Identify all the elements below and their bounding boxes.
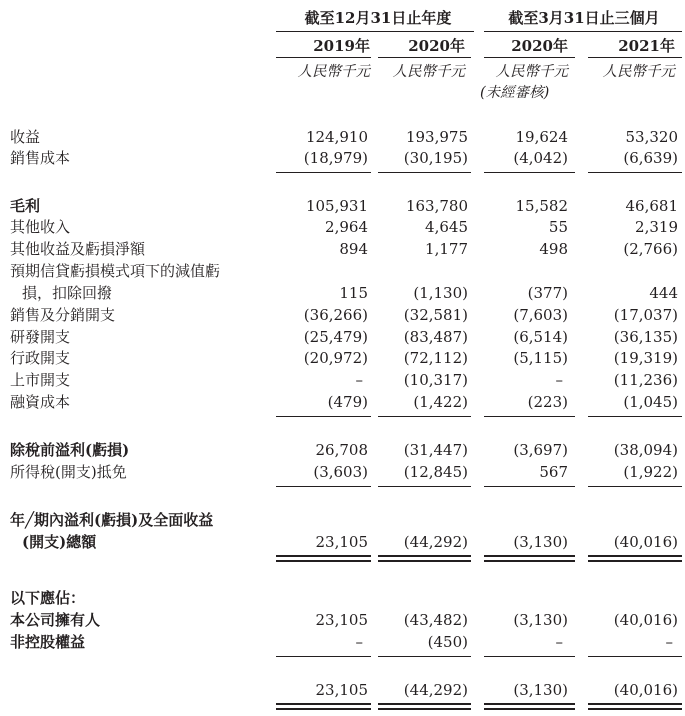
cell: (18,979) [303,149,368,167]
cell: 124,910 [305,128,368,146]
total-double-rule [378,708,471,710]
cell: 894 [339,240,368,258]
total-double-rule [276,560,371,562]
cell: (20,972) [303,349,368,367]
total-double-rule [276,703,371,705]
total-double-rule [378,555,471,557]
cell: (25,479) [303,328,368,346]
row-label: 其他收益及虧損淨額 [10,240,146,258]
total-double-rule [276,708,371,710]
cell: (377) [527,284,568,302]
cell: (40,016) [613,533,678,551]
subtotal-rule [484,172,575,173]
row-label: 非控股權益 [10,633,86,651]
total-double-rule [378,703,471,705]
cell: (1,045) [623,393,678,411]
row-label: 預期信貸虧損模式項下的減值虧 [10,262,221,280]
cell: (83,487) [403,328,468,346]
row-label-cont: 損，扣除回撥 [22,284,113,302]
header-group-quarter: 截至3月31日止三個月 [508,9,660,27]
row-label: 其他收入 [10,218,71,236]
header-unit: 人民幣千元 [602,64,675,80]
cell: 46,681 [625,197,678,215]
subtotal-rule [378,486,471,487]
subtotal-rule [378,656,471,657]
subtotal-rule [378,172,471,173]
row-label: 除稅前溢利(虧損) [10,441,130,459]
header-year-rule [276,57,371,58]
row-label: 融資成本 [10,393,71,411]
cell: (7,603) [513,306,568,324]
cell: (72,112) [403,349,468,367]
total-double-rule [484,560,575,562]
cell: 23,105 [315,611,368,629]
cell: – [355,633,363,651]
subtotal-rule [276,416,371,417]
cell: (38,094) [613,441,678,459]
header-unaudited-note: (未經審核) [480,85,550,101]
cell: (4,042) [513,149,568,167]
cell: 498 [539,240,568,258]
row-label: 毛利 [10,197,41,215]
cell: (3,130) [513,533,568,551]
cell: (1,422) [413,393,468,411]
total-double-rule [276,555,371,557]
header-year: 2019年 [313,37,370,55]
subtotal-rule [276,656,371,657]
header-group-rule [276,31,474,32]
header-year: 2020年 [408,37,465,55]
cell: 19,624 [515,128,568,146]
row-label: 銷售及分銷開支 [10,306,116,324]
cell: – [555,633,563,651]
row-label: 銷售成本 [10,149,71,167]
cell: (36,266) [303,306,368,324]
total-double-rule [588,703,682,705]
cell: (450) [427,633,468,651]
cell: (3,603) [313,463,368,481]
cell: (3,697) [513,441,568,459]
cell: 567 [539,463,568,481]
cell: (3,130) [513,681,568,699]
row-label: 以下應佔： [10,589,86,607]
cell: (1,922) [623,463,678,481]
cell: – [555,371,563,389]
total-double-rule [484,555,575,557]
cell: (36,135) [613,328,678,346]
cell: (3,130) [513,611,568,629]
row-label: 上市開支 [10,371,71,389]
subtotal-rule [276,172,371,173]
cell: (5,115) [513,349,568,367]
cell: 23,105 [315,533,368,551]
subtotal-rule [484,656,575,657]
row-label: 收益 [10,128,41,146]
row-label-cont: (開支)總額 [22,533,97,551]
cell: (43,482) [403,611,468,629]
cell: 105,931 [305,197,368,215]
cell: (17,037) [613,306,678,324]
cell: (40,016) [613,611,678,629]
cell: 2,964 [325,218,368,236]
row-label: 年╱期內溢利(虧損)及全面收益 [10,511,214,529]
cell: (12,845) [403,463,468,481]
cell: 115 [339,284,368,302]
cell: 193,975 [405,128,468,146]
header-unit: 人民幣千元 [495,64,568,80]
row-label: 所得稅(開支)抵免 [10,463,127,481]
row-label: 研發開支 [10,328,71,346]
cell: 4,645 [425,218,468,236]
total-double-rule [588,555,682,557]
header-year: 2020年 [511,37,568,55]
header-year-rule [588,57,682,58]
row-label: 本公司擁有人 [10,611,101,629]
cell: (10,317) [403,371,468,389]
cell: (32,581) [403,306,468,324]
cell: 2,319 [635,218,678,236]
subtotal-rule [276,486,371,487]
cell: (6,514) [513,328,568,346]
cell: (30,195) [403,149,468,167]
subtotal-rule [588,172,682,173]
cell: 23,105 [315,681,368,699]
subtotal-rule [588,486,682,487]
cell: (31,447) [403,441,468,459]
cell: (6,639) [623,149,678,167]
header-year-rule [484,57,575,58]
cell: 444 [649,284,678,302]
cell: 26,708 [315,441,368,459]
total-double-rule [588,560,682,562]
cell: (223) [527,393,568,411]
subtotal-rule [484,486,575,487]
cell: (19,319) [613,349,678,367]
subtotal-rule [588,416,682,417]
header-year: 2021年 [618,37,675,55]
header-unit: 人民幣千元 [297,64,370,80]
row-label: 行政開支 [10,349,71,367]
header-group-rule [484,31,682,32]
cell: 15,582 [515,197,568,215]
cell: (40,016) [613,681,678,699]
cell: (11,236) [613,371,678,389]
total-double-rule [588,708,682,710]
subtotal-rule [588,656,682,657]
cell: (479) [327,393,368,411]
header-unit: 人民幣千元 [392,64,465,80]
cell: (44,292) [403,533,468,551]
header-group-year: 截至12月31日止年度 [304,9,452,27]
cell: – [665,633,673,651]
total-double-rule [378,560,471,562]
cell: 53,320 [625,128,678,146]
cell: (44,292) [403,681,468,699]
cell: 55 [548,218,568,236]
cell: (2,766) [623,240,678,258]
cell: 163,780 [405,197,468,215]
total-double-rule [484,703,575,705]
cell: – [355,371,363,389]
total-double-rule [484,708,575,710]
cell: (1,130) [413,284,468,302]
header-year-rule [378,57,471,58]
subtotal-rule [484,416,575,417]
cell: 1,177 [425,240,468,258]
subtotal-rule [378,416,471,417]
